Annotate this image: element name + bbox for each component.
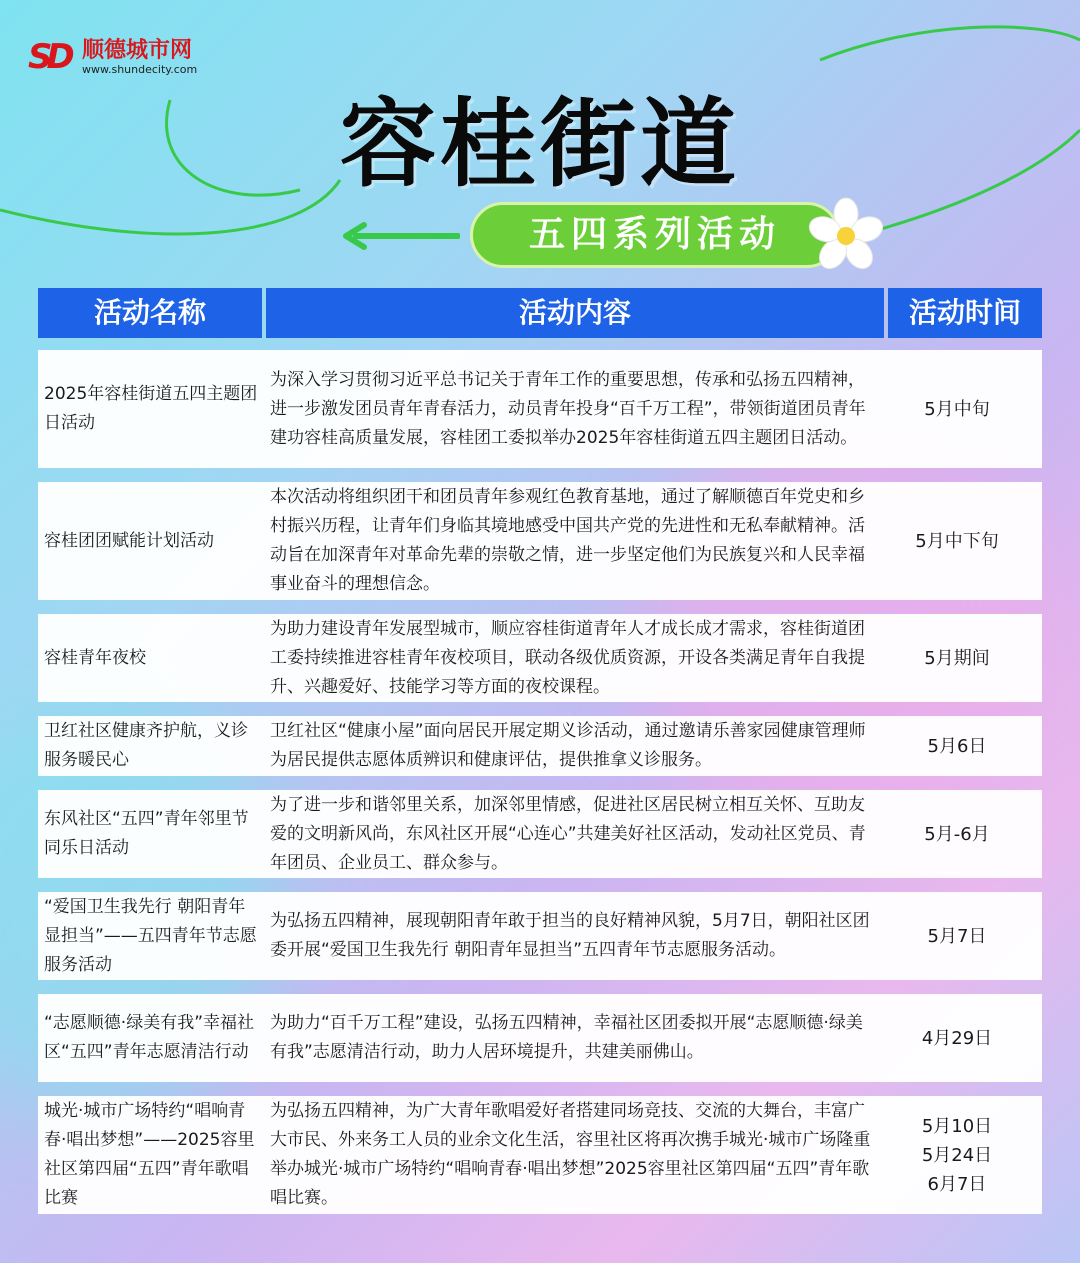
- table-row: [38, 350, 1042, 468]
- activity-content: 卫红社区“健康小屋”面向居民开展定期义诊活动，通过邀请乐善家园健康管理师为居民提供志愿体质辨识和健康评估，提供推拿义诊服务。: [270, 721, 866, 770]
- table-row: [38, 892, 1042, 980]
- activity-time: [880, 790, 1034, 878]
- time-value: 5月7日: [927, 925, 987, 947]
- arrow-left-icon: [340, 222, 460, 250]
- activity-time: [880, 350, 1034, 468]
- activity-table: [38, 288, 1042, 1228]
- logo-name: 顺德城市网: [82, 37, 193, 63]
- time-value: 5月期间: [924, 647, 990, 669]
- page-title: 容桂街道: [340, 88, 740, 200]
- activity-time: [880, 1096, 1034, 1214]
- time-value: 5月中下旬: [915, 530, 999, 552]
- table-row: [38, 716, 1042, 776]
- activity-name: 卫红社区健康齐护航，义诊服务暖民心: [44, 721, 248, 770]
- activity-content: 为弘扬五四精神，展现朝阳青年敢于担当的良好精神风貌，5月7日，朝阳社区团委开展“爱国卫生我先行 朝阳青年显担当”五四青年节志愿服务活动。: [270, 911, 870, 960]
- activity-content: 为助力建设青年发展型城市，顺应容桂街道青年人才成长成才需求，容桂街道团工委持续推进容桂青年夜校项目，联动各级优质资源，开设各类满足青年自我提升、兴趣爱好、技能学习等方面的夜校课程。: [270, 618, 865, 697]
- table-row: [38, 790, 1042, 878]
- activity-name: “志愿顺德·绿美有我”幸福社区“五四”青年志愿清洁行动: [44, 1013, 255, 1062]
- logo-url: www.shundecity.com: [82, 62, 198, 76]
- table-header: [38, 288, 1042, 338]
- time-value: 4月29日: [921, 1027, 993, 1049]
- time-value: 5月中旬: [924, 398, 990, 420]
- activity-content: 为弘扬五四精神，为广大青年歌唱爱好者搭建同场竞技、交流的大舞台，丰富广大市民、外来务工人员的业余文化生活，容里社区将再次携手城光·城市广场隆重举办城光·城市广场特约“唱响青春·唱出梦想”2025容里社区第四届“五四”青年歌唱比赛。: [270, 1101, 871, 1208]
- time-value: 5月24日: [921, 1144, 993, 1166]
- activity-name: “爱国卫生我先行 朝阳青年显担当”——五四青年节志愿服务活动: [44, 896, 257, 975]
- activity-name: 容桂青年夜校: [44, 647, 146, 668]
- flower-icon: [806, 196, 886, 276]
- activity-name: 东风社区“五四”青年邻里节同乐日活动: [44, 809, 249, 858]
- activity-content: 本次活动将组织团干和团员青年参观红色教育基地，通过了解顺德百年党史和乡村振兴历程，让青年们身临其境地感受中国共产党的先进性和无私奉献精神。活动旨在加深青年对革命先辈的崇敬之情，进一步坚定他们为民族复兴和人民幸福事业奋斗的理想信念。: [270, 487, 865, 594]
- table-row: [38, 994, 1042, 1082]
- table-row: [38, 482, 1042, 600]
- time-value: 6月7日: [927, 1173, 987, 1195]
- activity-name: 容桂团团赋能计划活动: [44, 530, 214, 551]
- table-row: [38, 1096, 1042, 1214]
- activity-time: [880, 482, 1034, 600]
- activity-name: 城光·城市广场特约“唱响青春·唱出梦想”——2025容里社区第四届“五四”青年歌唱比赛: [44, 1101, 255, 1208]
- header-activity-time: 活动时间: [888, 288, 1042, 338]
- time-value: 5月-6月: [924, 823, 990, 845]
- table-row: [38, 614, 1042, 702]
- logo-sd-icon: SD: [28, 37, 69, 77]
- activity-time: [880, 614, 1034, 702]
- header-activity-content: 活动内容: [266, 288, 884, 338]
- time-value: 5月6日: [927, 735, 987, 757]
- activity-content: 为深入学习贯彻习近平总书记关于青年工作的重要思想，传承和弘扬五四精神，进一步激发团员青年青春活力，动员青年投身“百千万工程”，带领街道团员青年建功容桂高质量发展，容桂团工委拟举办2025年容桂街道五四主题团日活动。: [270, 369, 866, 448]
- activity-time: [880, 716, 1034, 776]
- time-value: 5月10日: [921, 1115, 993, 1137]
- activity-content: 为助力“百千万工程”建设，弘扬五四精神，幸福社区团委拟开展“志愿顺德·绿美有我”志愿清洁行动，助力人居环境提升，共建美丽佛山。: [270, 1013, 863, 1062]
- activity-content: 为了进一步和谐邻里关系，加深邻里情感，促进社区居民树立相互关怀、互助友爱的文明新风尚，东风社区开展“心连心”共建美好社区活动，发动社区党员、青年团员、企业员工、群众参与。: [270, 794, 866, 873]
- activity-time: [880, 892, 1034, 980]
- subtitle-badge: 五四系列活动: [470, 202, 840, 268]
- activity-time: [880, 994, 1034, 1082]
- header-activity-name: 活动名称: [38, 288, 262, 338]
- activity-name: 2025年容桂街道五四主题团日活动: [44, 384, 258, 433]
